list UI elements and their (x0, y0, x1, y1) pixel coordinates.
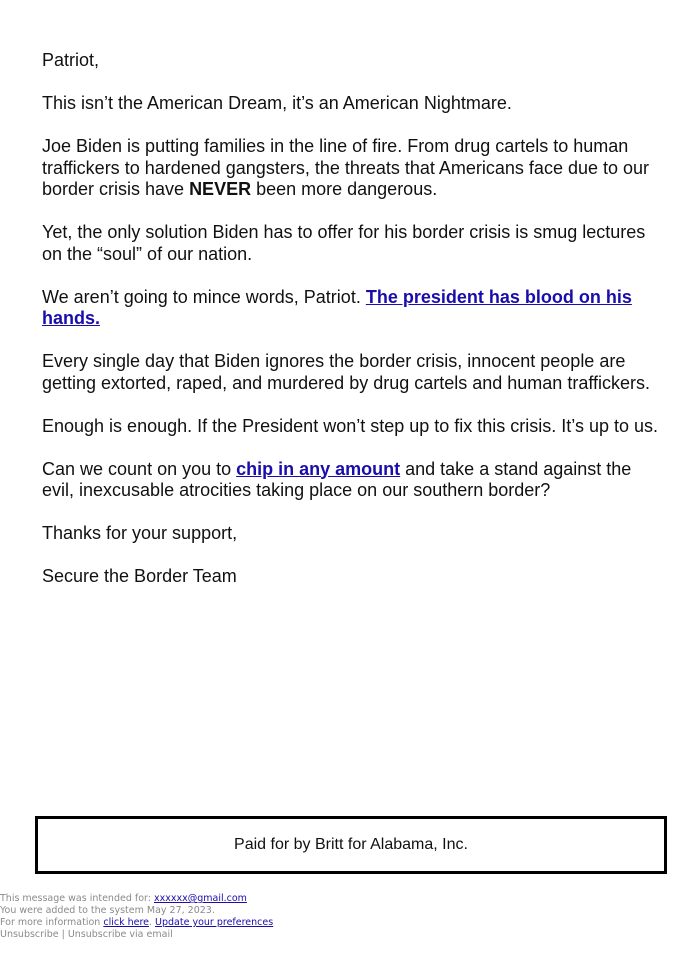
signature: Secure the Border Team (42, 566, 237, 586)
email-footer (0, 893, 273, 941)
paragraph-7-text-end: and take a stand against the evil, inexcusable atrocities taking place on our southern border? (42, 458, 632, 500)
more-info-label: For more information (0, 917, 104, 928)
unsubscribe-via-email-link[interactable]: Unsubscribe via email (67, 929, 173, 940)
added-date-line: You were added to the system May 27, 2023. (0, 905, 215, 916)
paragraph-7-text-start: Can we count on you to (42, 458, 237, 479)
unsubscribe-link[interactable]: Unsubscribe (0, 929, 59, 940)
click-here-link[interactable]: click here (103, 917, 149, 928)
paragraph-4-text: We aren’t going to mince words, Patriot. (42, 286, 366, 307)
paragraph-2-text-start: Joe Biden is putting families in the line of fire. From drug cartels to human traffickers to hardened gangsters, the threats that Americans face due to our border crisis have (42, 136, 650, 199)
paragraph-6: Enough is enough. If the President won’t step up to fix this crisis. It’s up to us. (42, 415, 659, 436)
greeting: Patriot, (42, 50, 100, 70)
paragraph-2 (42, 136, 660, 201)
emphasis-never: NEVER (189, 179, 252, 199)
chip-in-link[interactable]: chip in any amount (236, 458, 401, 479)
paragraph-2-text-end: been more dangerous. (251, 179, 438, 199)
recipient-email-link[interactable]: xxxxxx@gmail.com (154, 893, 247, 904)
paragraph-1: This isn’t the American Dream, it’s an American Nightmare. (42, 93, 512, 113)
separator: . (149, 917, 156, 928)
paragraph-4 (42, 287, 660, 330)
closing: Thanks for your support, (42, 523, 238, 543)
paid-for-disclaimer-box (35, 816, 667, 874)
paragraph-5: Every single day that Biden ignores the border crisis, innocent people are getting extorted, raped, and murdered by drug cartels and human traffickers. (42, 351, 651, 393)
update-preferences-link[interactable]: Update your preferences (155, 917, 274, 928)
intended-for-label: This message was intended for: (0, 893, 154, 904)
intended-for-line (0, 893, 273, 905)
pipe-separator: | (58, 929, 68, 940)
unsubscribe-line (0, 929, 273, 941)
paragraph-3: Yet, the only solution Biden has to offer for his border crisis is smug lectures on the “soul” of our nation. (42, 222, 646, 264)
blood-on-hands-link[interactable]: The president has blood on his hands. (42, 286, 632, 328)
paragraph-7 (42, 459, 660, 502)
more-info-line (0, 917, 273, 929)
paid-for-text: Paid for by Britt for Alabama, Inc. (234, 836, 468, 853)
email-body (42, 50, 660, 609)
